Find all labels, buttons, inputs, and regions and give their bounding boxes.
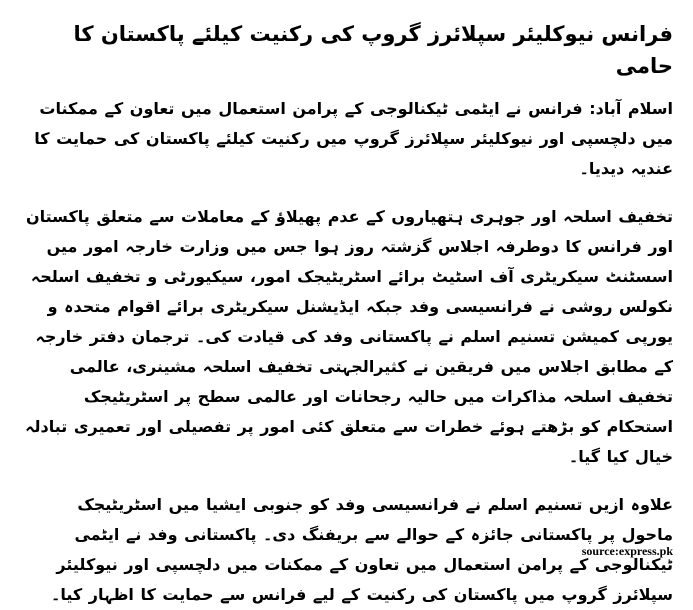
article-paragraph-2: تخفیف اسلحہ اور جوہری ہتھیاروں کے عدم پھیلاؤ کے معاملات سے متعلق پاکستان اور فرانس کا دوطرفہ اجلاس گزشتہ روز ہوا جس میں وزارت خارجہ امور میں اسسٹنٹ سیکریٹری آف اسٹیٹ برائے اسٹریٹیجک امور، سیکیورٹی و تخفیف اسلحہ نکولس روشی نے فرانسیسی وفد جبکہ ایڈیشنل سیکریٹری برائے اقوام متحدہ و یورپی کمیشن تسنیم اسلم نے پاکستانی وفد کی قیادت کی۔ ترجمان دفتر خارجہ کے مطابق اجلاس میں فریقین نے کثیرالجہتی تخفیف اسلحہ مشینری، عالمی تخفیف اسلحہ مذاکرات میں حالیہ رجحانات اور عالمی سطح پر اسٹریٹیجک استحکام کو بڑھتے ہوئے خطرات سے متعلق کئی امور پر تفصیلی اور تعمیری تبادلہ خیال کیا گیا۔ [25,207,673,466]
source-credit: source:express.pk [581,544,673,558]
article-paragraph-1: اسلام آباد: فرانس نے ایٹمی ٹیکنالوجی کے پرامن استعمال میں تعاون کے ممکنات میں دلچسپی اور نیوکلیئر سپلائرز گروپ میں رکنیت کیلئے پاکستان کی حمایت کا عندیہ دیدیا۔ [34,99,673,178]
news-article [22,18,673,610]
article-paragraph-3: علاوہ ازیں تسنیم اسلم نے فرانسیسی وفد کو جنوبی ایشیا میں اسٹریٹیجک ماحول پر پاکستانی جائزہ کے حوالے سے بریفنگ دی۔ پاکستانی وفد نے ایٹمی ٹیکنالوجی کے پرامن استعمال میں تعاون کے ممکنات میں دلچسپی اور نیوکلیئر سپلائرز گروپ میں پاکستان کی رکنیت کے لیے فرانس سے حمایت کا اظہار کیا۔ [50,495,673,604]
article-headline: فرانس نیوکلیئر سپلائرز گروپ کی رکنیت کیلئے پاکستان کا حامی [73,22,673,78]
